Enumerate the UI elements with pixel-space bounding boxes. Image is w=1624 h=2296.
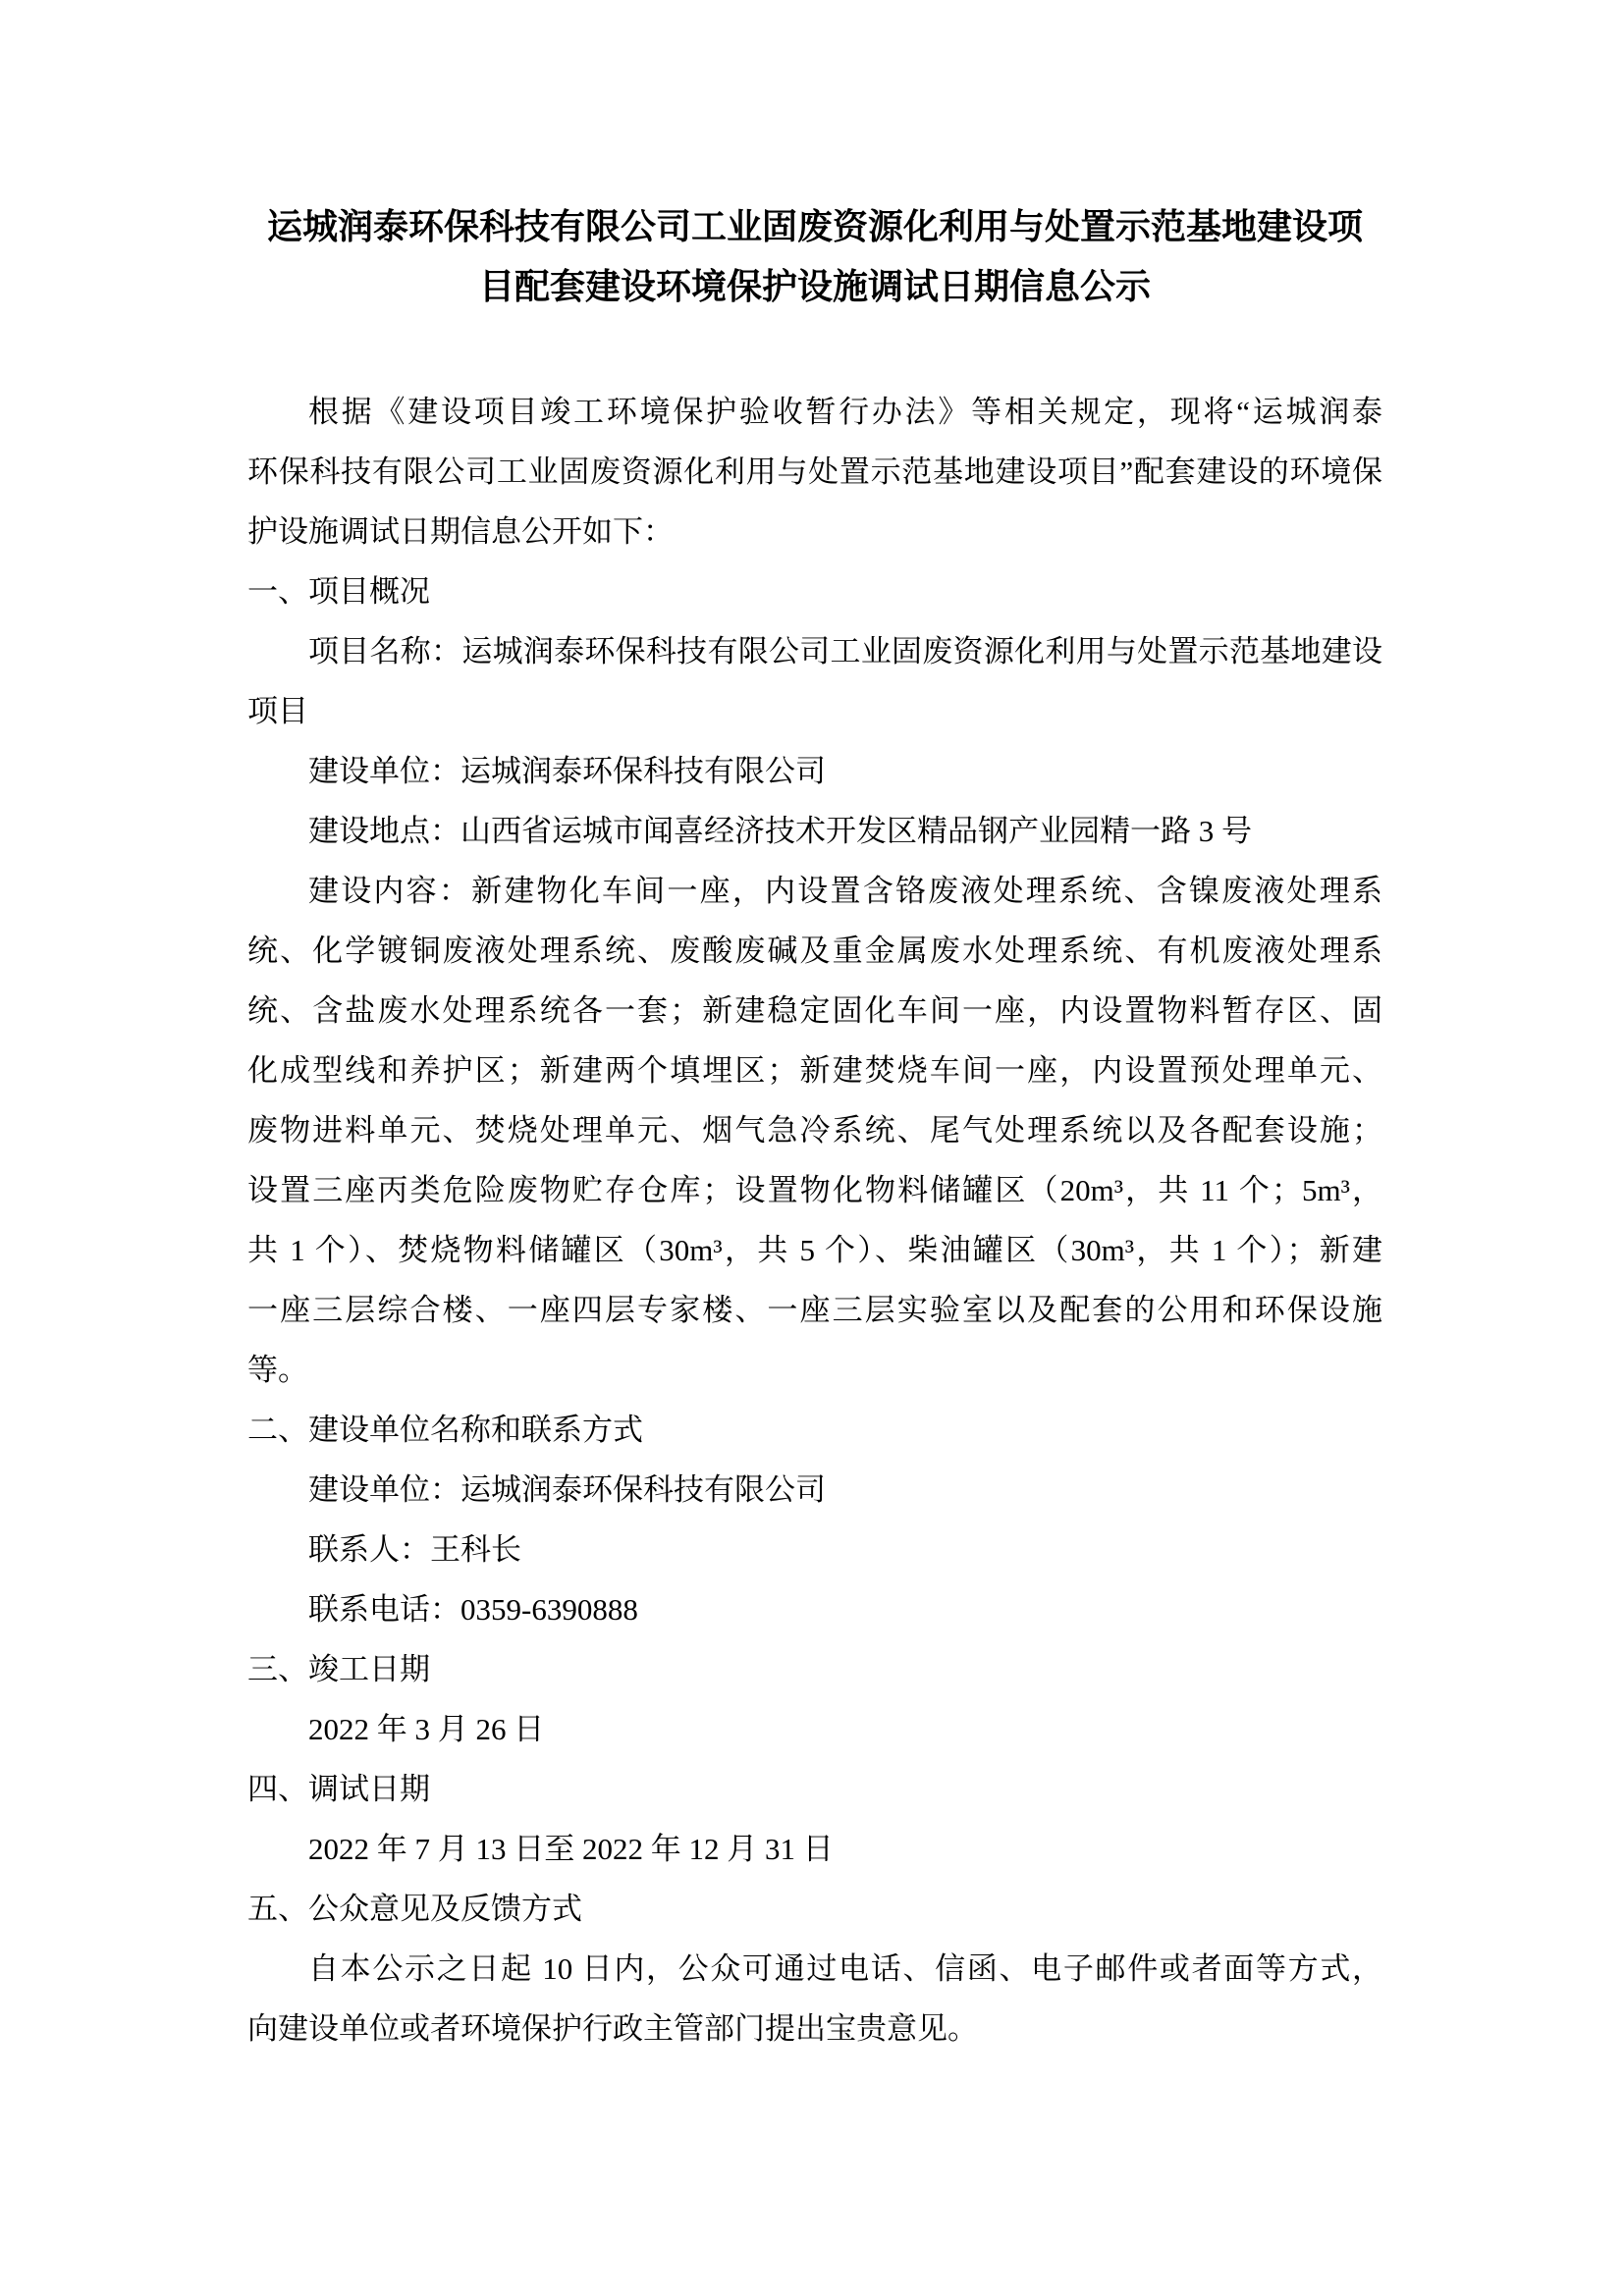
- construction-site: [247, 801, 1382, 861]
- text-line: 根据《建设项目竣工环境保护验收暂行办法》等相关规定，现将“运城润泰: [308, 395, 1382, 429]
- text-line: 自本公示之日起 10 日内，公众可通过电话、信函、电子邮件或者面等方式，: [308, 1951, 1382, 1986]
- text-line: 建设单位：运城润泰环保科技有限公司: [308, 754, 826, 788]
- feedback-paragraph: [247, 1939, 1382, 2058]
- text-line: 护设施调试日期信息公开如下：: [247, 514, 674, 549]
- completion-date: [247, 1699, 1382, 1759]
- project-name: [247, 621, 1382, 741]
- text-line: 建设地点：山西省运城市闻喜经济技术开发区精品钢产业园精一路 3 号: [308, 814, 1252, 848]
- text-line: 统、含盐废水处理系统各一套；新建稳定固化车间一座，内设置物料暂存区、固: [247, 993, 1382, 1028]
- construction-content: [247, 861, 1382, 1400]
- contact-person: [247, 1520, 1382, 1579]
- text-line: 共 1 个）、焚烧物料储罐区（30m³，共 5 个）、柴油罐区（30m³，共 1 个）；新建: [247, 1233, 1382, 1267]
- text-line: 二、建设单位名称和联系方式: [247, 1413, 643, 1447]
- text-line: 2022 年 7 月 13 日至 2022 年 12 月 31 日: [308, 1832, 834, 1866]
- text-line: 统、化学镀铜废液处理系统、废酸废碱及重金属废水处理系统、有机废液处理系: [247, 934, 1382, 968]
- intro-paragraph: [247, 382, 1382, 561]
- construction-unit: [247, 741, 1382, 801]
- text-line: 废物进料单元、焚烧处理单元、烟气急冷系统、尾气处理系统以及各配套设施；: [247, 1113, 1382, 1148]
- text-line: 等。: [247, 1353, 308, 1387]
- text-line: 向建设单位或者环境保护行政主管部门提出宝贵意见。: [247, 2011, 978, 2046]
- text-line: 项目名称：运城润泰环保科技有限公司工业固废资源化利用与处置示范基地建设: [308, 634, 1382, 668]
- text-line: 联系人：王科长: [308, 1532, 521, 1567]
- section-5-heading: [247, 1879, 1382, 1939]
- title-line: 运城润泰环保科技有限公司工业固废资源化利用与处置示范基地建设项: [266, 207, 1363, 246]
- text-line: 四、调试日期: [247, 1772, 430, 1806]
- contact-phone: [247, 1579, 1382, 1639]
- text-line: 项目: [247, 694, 308, 728]
- document-body: [247, 382, 1382, 2058]
- text-line: 一座三层综合楼、一座四层专家楼、一座三层实验室以及配套的公用和环保设施: [247, 1293, 1382, 1327]
- section-3-heading: [247, 1639, 1382, 1699]
- section-4-heading: [247, 1759, 1382, 1819]
- text-line: 环保科技有限公司工业固废资源化利用与处置示范基地建设项目”配套建设的环境保: [247, 454, 1382, 489]
- text-line: 设置三座丙类危险废物贮存仓库；设置物化物料储罐区（20m³，共 11 个；5m³，: [247, 1173, 1382, 1207]
- contact-unit: [247, 1460, 1382, 1520]
- text-line: 化成型线和养护区；新建两个填埋区；新建焚烧车间一座，内设置预处理单元、: [247, 1053, 1382, 1088]
- text-line: 联系电话：0359-6390888: [308, 1592, 638, 1627]
- text-line: 建设内容：新建物化车间一座，内设置含铬废液处理系统、含镍废液处理系: [308, 874, 1382, 908]
- text-line: 一、项目概况: [247, 574, 430, 609]
- text-line: 五、公众意见及反馈方式: [247, 1892, 582, 1926]
- text-line: 三、竣工日期: [247, 1652, 430, 1686]
- text-line: 2022 年 3 月 26 日: [308, 1712, 545, 1746]
- section-2-heading: [247, 1400, 1382, 1460]
- commissioning-date: [247, 1819, 1382, 1879]
- section-1-heading: [247, 561, 1382, 621]
- text-line: 建设单位：运城润泰环保科技有限公司: [308, 1472, 826, 1507]
- document-content: [247, 197, 1382, 2058]
- document-title: [247, 197, 1382, 317]
- title-line: 目配套建设环境保护设施调试日期信息公示: [478, 267, 1151, 306]
